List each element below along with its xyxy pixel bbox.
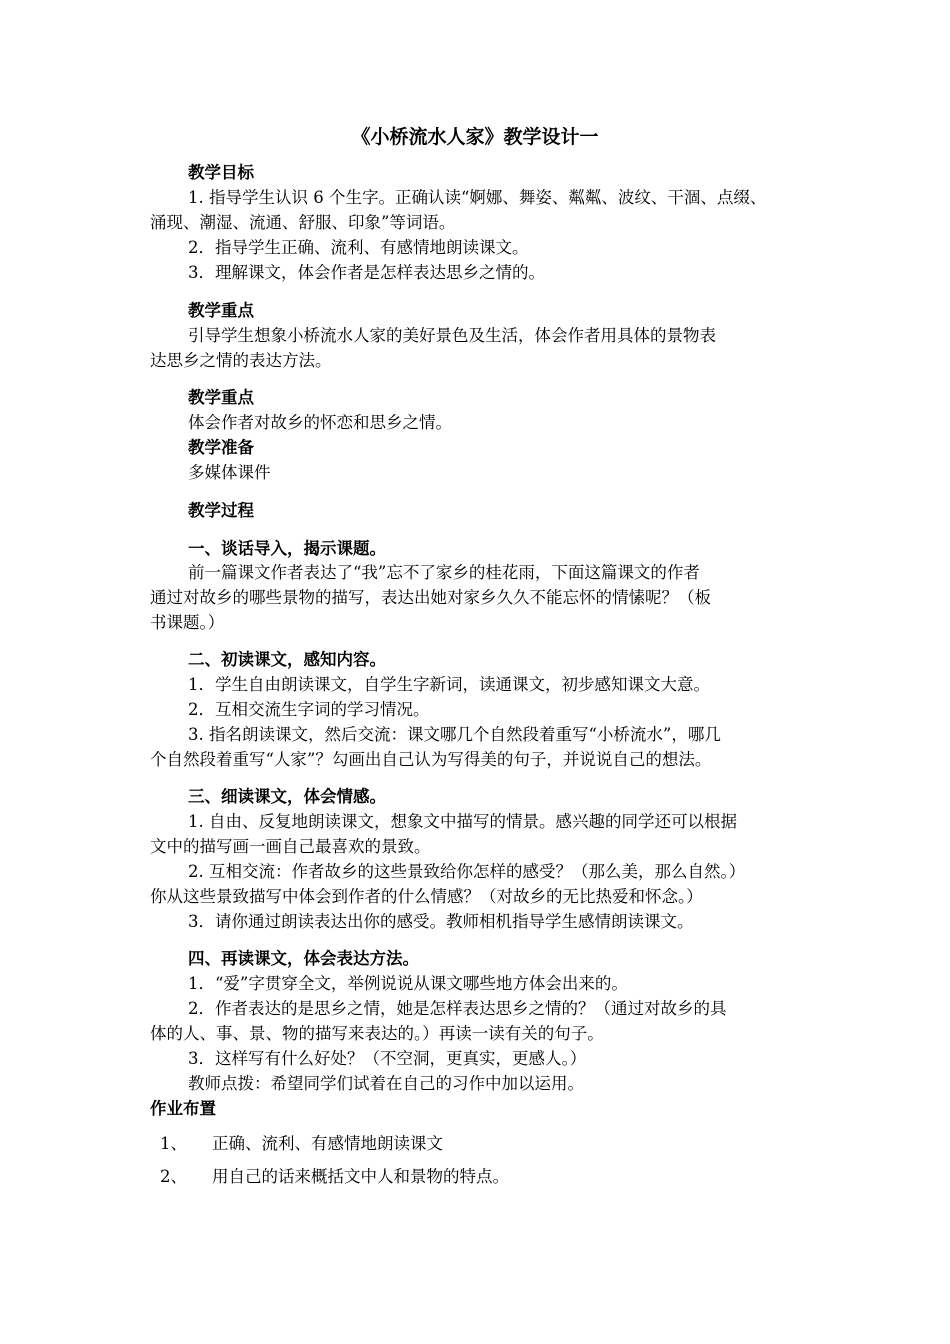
- section-4-line-1: 1．“爱”字贯穿全文，举例说说从课文哪些地方体会出来的。: [188, 974, 628, 993]
- section-4-heading: 四、再读课文，体会表达方法。: [188, 949, 419, 968]
- homework-item-number: 1、: [160, 1134, 187, 1153]
- objectives-item-2: 2．指导学生正确、流利、有感情地朗读课文。: [188, 238, 529, 257]
- key-points-heading: 教学重点: [188, 301, 254, 320]
- section-3-heading: 三、细读课文，体会情感。: [188, 787, 386, 806]
- section-3-line-5: 3．请你通过朗读表达出你的感受。教师相机指导学生感情朗读课文。: [188, 912, 694, 931]
- section-1-line-1: 前一篇课文作者表达了“我”忘不了家乡的桂花雨，下面这篇课文的作者: [188, 563, 700, 582]
- document-title: 《小桥流水人家》教学设计一: [351, 126, 599, 148]
- section-4-line-2: 2．作者表达的是思乡之情，她是怎样表达思乡之情的？（通过对故乡的具: [188, 999, 727, 1018]
- key-points-2-line-1: 体会作者对故乡的怀恋和思乡之情。: [188, 413, 452, 432]
- section-4-line-3: 体的人、事、景、物的描写来表达的。）再读一读有关的句子。: [150, 1024, 604, 1043]
- section-3-line-1: 1. 自由、反复地朗读课文，想象文中描写的情景。感兴趣的同学还可以根据: [188, 812, 737, 831]
- homework-heading: 作业布置: [150, 1099, 216, 1118]
- section-4-line-4: 3．这样写有什么好处？（不空洞，更真实，更感人。）: [188, 1049, 587, 1068]
- section-2-heading: 二、初读课文，感知内容。: [188, 650, 386, 669]
- section-3-line-3: 2. 互相交流：作者故乡的这些景致给你怎样的感受？（那么美，那么自然。）: [188, 862, 746, 881]
- section-2-line-1: 1．学生自由朗读课文，自学生字新词，读通课文，初步感知课文大意。: [188, 675, 710, 694]
- objectives-item-1-line-2: 涌现、潮湿、流通、舒服、印象”等词语。: [150, 213, 456, 232]
- section-2-line-4: 个自然段着重写“人家”？勾画出自己认为写得美的句子，并说说自己的想法。: [150, 750, 712, 769]
- section-2-line-3: 3. 指名朗读课文，然后交流：课文哪几个自然段着重写“小桥流水”，哪几: [188, 725, 721, 744]
- section-3-line-2: 文中的描写画一画自己最喜欢的景致。: [150, 837, 431, 856]
- section-1-line-2: 通过对故乡的哪些景物的描写，表达出她对家乡久久不能忘怀的情愫呢？（板: [150, 588, 711, 607]
- homework-item-text: 用自己的话来概括文中人和景物的特点。: [212, 1167, 509, 1186]
- process-heading: 教学过程: [188, 501, 254, 520]
- objectives-heading: 教学目标: [188, 163, 254, 182]
- preparation-heading: 教学准备: [188, 438, 254, 457]
- section-2-line-2: 2．互相交流生字词的学习情况。: [188, 700, 430, 719]
- homework-item-number: 2、: [160, 1167, 187, 1186]
- preparation-line-1: 多媒体课件: [188, 463, 271, 482]
- key-points-line-2: 达思乡之情的表达方法。: [150, 351, 332, 370]
- key-points-line-1: 引导学生想象小桥流水人家的美好景色及生活，体会作者用具体的景物表: [188, 326, 716, 345]
- objectives-item-3: 3．理解课文，体会作者是怎样表达思乡之情的。: [188, 263, 545, 282]
- key-points-2-heading: 教学重点: [188, 388, 254, 407]
- section-4-line-5: 教师点拨：希望同学们试着在自己的习作中加以运用。: [188, 1074, 584, 1093]
- homework-item-text: 正确、流利、有感情地朗读课文: [212, 1134, 443, 1153]
- section-1-heading: 一、谈话导入，揭示课题。: [188, 539, 386, 558]
- section-1-line-3: 书课题。）: [150, 613, 225, 632]
- objectives-item-1-line-1: 1. 指导学生认识 6 个生字。正确认读“婀娜、舞姿、粼粼、波纹、干涸、点缀、: [188, 188, 767, 207]
- section-3-line-4: 你从这些景致描写中体会到作者的什么情感？（对故乡的无比热爱和怀念。）: [150, 887, 703, 906]
